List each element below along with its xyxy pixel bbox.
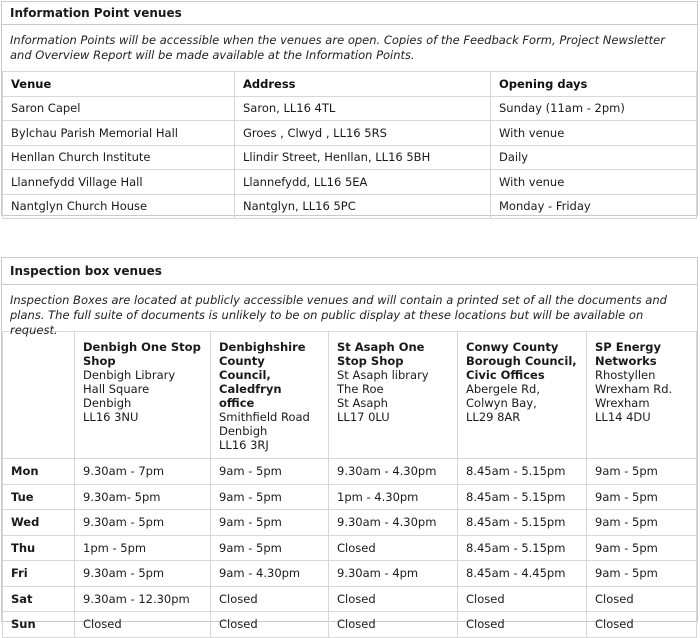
hours-cell: Closed [211, 612, 329, 638]
hours-cell: 9am - 5pm [587, 561, 697, 587]
hours-cell: 9.30am - 5pm [75, 561, 211, 587]
column-header-opening-days: Opening days [491, 72, 697, 97]
table-row [3, 459, 697, 485]
hours-cell: 8.45am - 5.15pm [458, 510, 587, 536]
hours-cell: 1pm - 5pm [75, 535, 211, 561]
hours-cell: 9.30am - 5pm [75, 510, 211, 536]
opening-days-cell: With venue [491, 121, 697, 146]
venue-name: SP Energy Networks [595, 340, 661, 368]
venue-address-line: Smithfield Road [219, 410, 310, 424]
hours-cell: Closed [329, 535, 458, 561]
hours-cell: 9am - 5pm [587, 510, 697, 536]
venue-header [587, 332, 697, 459]
hours-cell: 9am - 4.30pm [211, 561, 329, 587]
opening-days-cell: Daily [491, 145, 697, 170]
opening-days-cell: With venue [491, 170, 697, 195]
empty-corner-cell [3, 332, 75, 459]
venue-header [75, 332, 211, 459]
venue-address-line: Rhostyllen [595, 368, 656, 382]
day-label: Mon [3, 459, 75, 485]
venue-header-row [3, 332, 697, 459]
opening-days-cell: Sunday (11am - 2pm) [491, 96, 697, 121]
inspection-box-panel [1, 257, 698, 632]
day-label: Sun [3, 612, 75, 638]
venue-address-line: The Roe [337, 382, 384, 396]
hours-cell: 9.30am - 4pm [329, 561, 458, 587]
table-row [3, 484, 697, 510]
day-label: Wed [3, 510, 75, 536]
hours-cell: Closed [587, 586, 697, 612]
column-header-address: Address [235, 72, 491, 97]
venue-address-line: LL16 3NU [83, 410, 139, 424]
table-row [3, 96, 697, 121]
venue-address-line: LL29 8AR [466, 410, 521, 424]
venue-header [458, 332, 587, 459]
hours-cell: Closed [458, 612, 587, 638]
hours-cell: 9.30am - 4.30pm [329, 510, 458, 536]
hours-cell: Closed [211, 586, 329, 612]
venue-address-line: Denbigh Library [83, 368, 176, 382]
venue-name: St Asaph One Stop Shop [337, 340, 425, 368]
hours-cell: 9am - 5pm [211, 510, 329, 536]
hours-cell: 9am - 5pm [211, 459, 329, 485]
inspection-box-intro: Inspection Boxes are located at publicly accessible venues and will contain a printed set of all the documents and plans. The full suite of documents is unlikely to be on public display at these locations but will be available on request. [10, 293, 667, 337]
inspection-box-title: Inspection box venues [10, 264, 162, 278]
hours-cell: 8.45am - 4.45pm [458, 561, 587, 587]
hours-cell: 9.30am- 5pm [75, 484, 211, 510]
hours-cell: 9.30am - 12.30pm [75, 586, 211, 612]
table-row [3, 145, 697, 170]
venue-address-line: St Asaph [337, 396, 388, 410]
table-row [3, 535, 697, 561]
hours-cell: 8.45am - 5.15pm [458, 459, 587, 485]
venue-address-line: Wrexham [595, 396, 650, 410]
venue-address-line: Wrexham Rd. [595, 382, 673, 396]
table-row [3, 194, 697, 219]
inspection-box-table [2, 331, 697, 638]
hours-cell: Closed [458, 586, 587, 612]
venue-name: Conwy County Borough Council, Civic Offices [466, 340, 577, 382]
table-row [3, 121, 697, 146]
hours-cell: 9am - 5pm [587, 484, 697, 510]
day-label: Sat [3, 586, 75, 612]
table-row [3, 510, 697, 536]
table-row [3, 586, 697, 612]
venue-cell: Llannefydd Village Hall [3, 170, 235, 195]
venue-cell: Bylchau Parish Memorial Hall [3, 121, 235, 146]
day-label: Fri [3, 561, 75, 587]
hours-cell: 8.45am - 5.15pm [458, 535, 587, 561]
hours-cell: 9.30am - 4.30pm [329, 459, 458, 485]
hours-cell: 9am - 5pm [211, 484, 329, 510]
venue-address-line: Hall Square [83, 382, 150, 396]
table-row [3, 170, 697, 195]
venue-address-line: LL14 4DU [595, 410, 651, 424]
information-point-title: Information Point venues [10, 6, 182, 20]
information-point-intro: Information Points will be accessible when the venues are open. Copies of the Feedback Form, Project Newsletter and Overview Report will be made available at the Information Points. [10, 33, 665, 62]
venue-address-line: St Asaph library [337, 368, 429, 382]
hours-cell: 9am - 5pm [587, 535, 697, 561]
hours-cell: 8.45am - 5.15pm [458, 484, 587, 510]
hours-cell: 1pm - 4.30pm [329, 484, 458, 510]
address-cell: Llindir Street, Henllan, LL16 5BH [235, 145, 491, 170]
day-label: Thu [3, 535, 75, 561]
table-row [3, 561, 697, 587]
hours-cell: Closed [329, 612, 458, 638]
address-cell: Groes , Clwyd , LL16 5RS [235, 121, 491, 146]
hours-cell: Closed [587, 612, 697, 638]
venue-cell: Nantglyn Church House [3, 194, 235, 219]
hours-cell: Closed [75, 612, 211, 638]
venue-address-line: LL17 0LU [337, 410, 390, 424]
address-cell: Saron, LL16 4TL [235, 96, 491, 121]
hours-cell: 9.30am - 7pm [75, 459, 211, 485]
table-header-row [3, 72, 697, 97]
address-cell: Llannefydd, LL16 5EA [235, 170, 491, 195]
venue-address-line: Abergele Rd, Colwyn Bay, [466, 382, 541, 410]
venue-cell: Henllan Church Institute [3, 145, 235, 170]
venue-name: Denbighshire County Council, Caledfryn office [219, 340, 306, 410]
information-point-panel [1, 1, 698, 216]
venue-header [329, 332, 458, 459]
venue-header [211, 332, 329, 459]
venue-address-line: LL16 3RJ [219, 438, 269, 452]
hours-cell: 9am - 5pm [587, 459, 697, 485]
address-cell: Nantglyn, LL16 5PC [235, 194, 491, 219]
column-header-venue: Venue [3, 72, 235, 97]
hours-cell: 9am - 5pm [211, 535, 329, 561]
opening-days-cell: Monday - Friday [491, 194, 697, 219]
day-label: Tue [3, 484, 75, 510]
table-row [3, 612, 697, 638]
venue-address-line: Denbigh [83, 396, 132, 410]
venue-name: Denbigh One Stop Shop [83, 340, 201, 368]
venue-address-line: Denbigh [219, 424, 268, 438]
hours-cell: Closed [329, 586, 458, 612]
venue-cell: Saron Capel [3, 96, 235, 121]
information-point-table [2, 71, 697, 219]
